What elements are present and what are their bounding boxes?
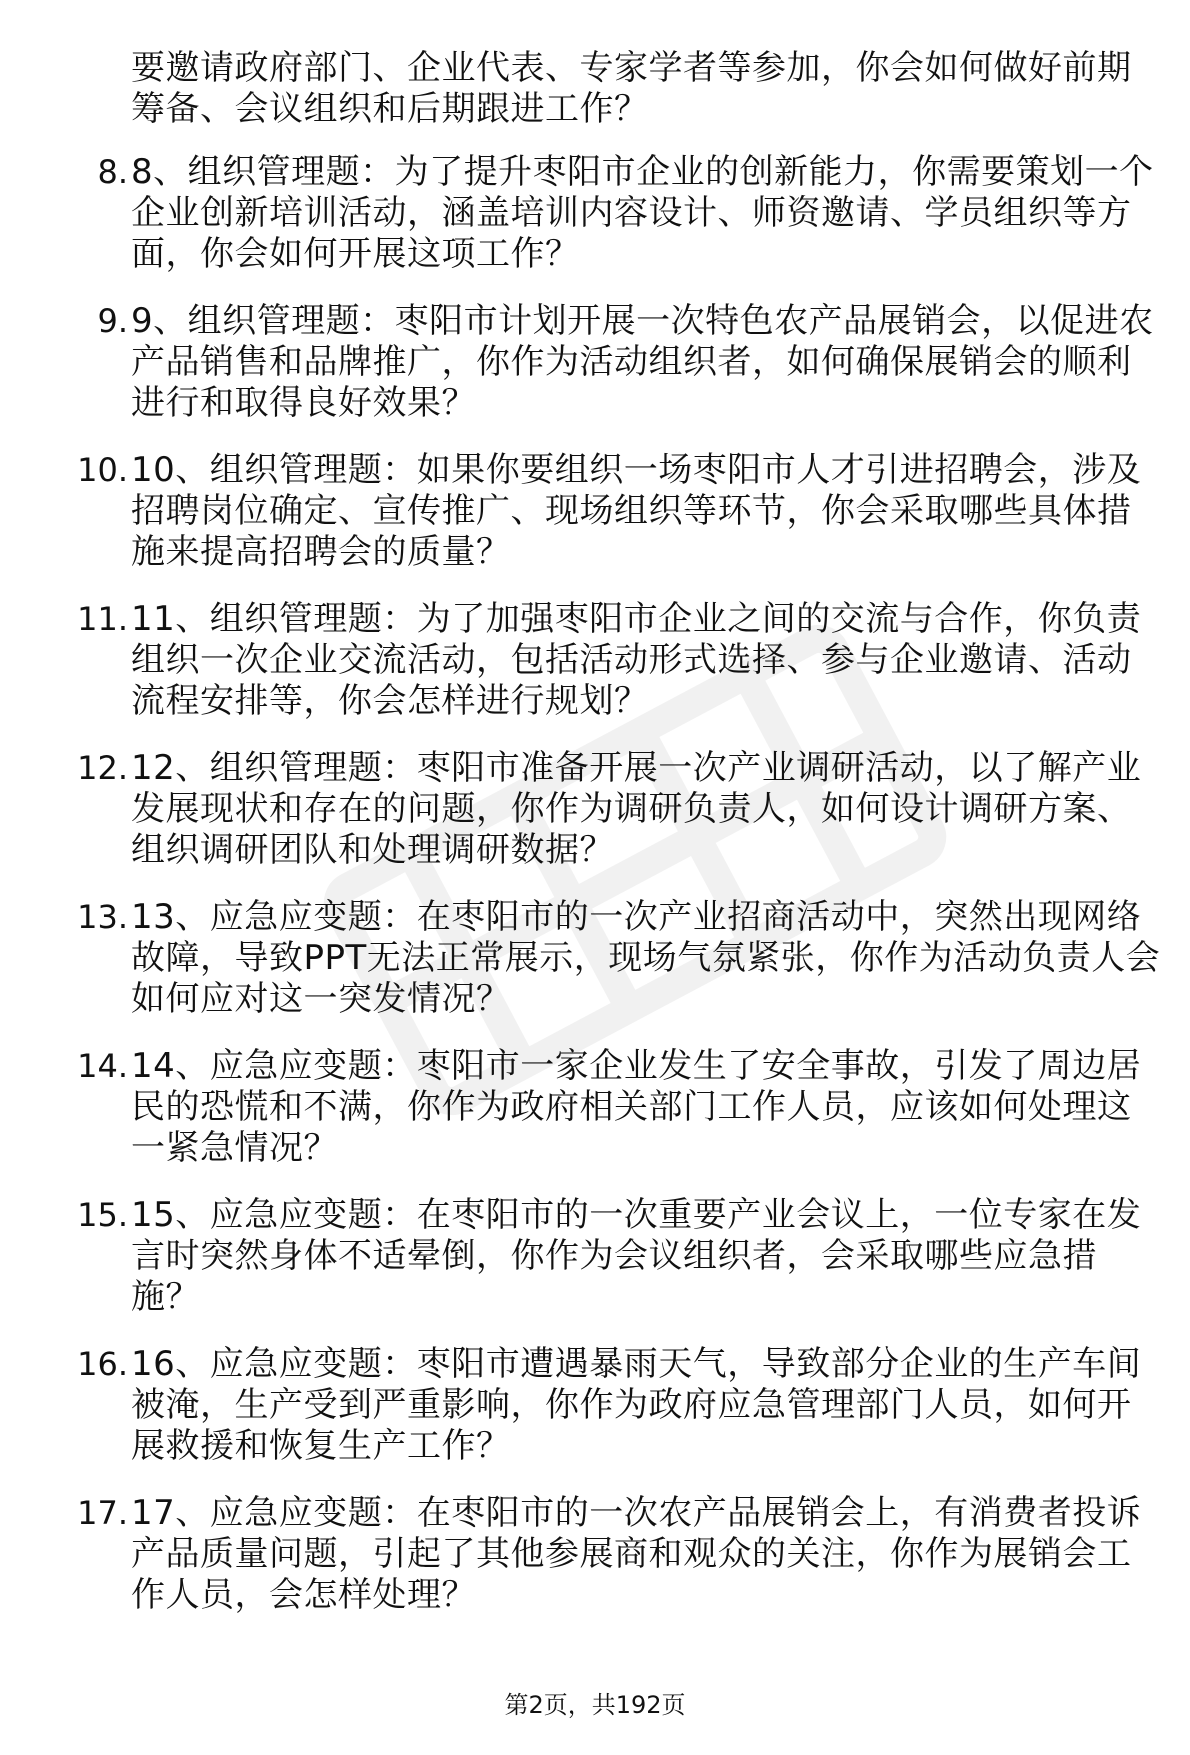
question-item bbox=[0, 301, 1190, 450]
question-number: 16. bbox=[77, 1345, 128, 1383]
question-item bbox=[0, 1344, 1190, 1493]
page-footer: 第2页，共192页 bbox=[504, 1691, 686, 1719]
question-text: 10、组织管理题：如果你要组织一场枣阳市人才引进招聘会，涉及招聘岗位确定、宣传推广、现场组织等环节，你会采取哪些具体措施来提高招聘会的质量？ bbox=[131, 450, 1142, 572]
question-item bbox=[0, 748, 1190, 897]
question-text: 11、组织管理题：为了加强枣阳市企业之间的交流与合作，你负责组织一次企业交流活动，包括活动形式选择、参与企业邀请、活动流程安排等，你会怎样进行规划？ bbox=[131, 599, 1142, 721]
question-number: 11. bbox=[77, 600, 128, 638]
question-text: 14、应急应变题：枣阳市一家企业发生了安全事故，引发了周边居民的恐慌和不满，你作为政府相关部门工作人员，应该如何处理这一紧急情况？ bbox=[131, 1046, 1142, 1168]
question-number: 10. bbox=[77, 451, 128, 489]
question-text: 17、应急应变题：在枣阳市的一次农产品展销会上，有消费者投诉产品质量问题，引起了其他参展商和观众的关注，你作为展销会工作人员，会怎样处理？ bbox=[131, 1493, 1142, 1615]
question-text: 12、组织管理题：枣阳市准备开展一次产业调研活动，以了解产业发展现状和存在的问题，你作为调研负责人，如何设计调研方案、组织调研团队和处理调研数据？ bbox=[131, 748, 1142, 870]
question-list bbox=[0, 152, 1190, 1642]
question-item bbox=[0, 897, 1190, 1046]
question-item bbox=[0, 1046, 1190, 1195]
question-item bbox=[0, 1195, 1190, 1344]
question-item bbox=[0, 152, 1190, 301]
question-text: 13、应急应变题：在枣阳市的一次产业招商活动中，突然出现网络故障，导致PPT无法正常展示，现场气氛紧张，你作为活动负责人会如何应对这一突发情况？ bbox=[131, 897, 1161, 1019]
continued-question-text: 要邀请政府部门、企业代表、专家学者等参加，你会如何做好前期筹备、会议组织和后期跟进工作？ bbox=[131, 48, 1132, 129]
question-text: 8、组织管理题：为了提升枣阳市企业的创新能力，你需要策划一个企业创新培训活动，涵盖培训内容设计、师资邀请、学员组织等方面，你会如何开展这项工作？ bbox=[131, 152, 1154, 274]
question-number: 9. bbox=[97, 302, 128, 340]
question-text: 16、应急应变题：枣阳市遭遇暴雨天气，导致部分企业的生产车间被淹，生产受到严重影响，你作为政府应急管理部门人员，如何开展救援和恢复生产工作？ bbox=[131, 1344, 1142, 1466]
question-number: 15. bbox=[77, 1196, 128, 1234]
question-item bbox=[0, 1493, 1190, 1642]
question-item bbox=[0, 599, 1190, 748]
question-item bbox=[0, 450, 1190, 599]
question-number: 12. bbox=[77, 749, 128, 787]
question-text: 15、应急应变题：在枣阳市的一次重要产业会议上，一位专家在发言时突然身体不适晕倒，你作为会议组织者，会采取哪些应急措施？ bbox=[131, 1195, 1142, 1317]
question-number: 14. bbox=[77, 1047, 128, 1085]
question-number: 13. bbox=[77, 898, 128, 936]
question-text: 9、组织管理题：枣阳市计划开展一次特色农产品展销会，以促进农产品销售和品牌推广，你作为活动组织者，如何确保展销会的顺利进行和取得良好效果？ bbox=[131, 301, 1154, 423]
question-number: 17. bbox=[77, 1494, 128, 1532]
question-number: 8. bbox=[97, 153, 128, 191]
